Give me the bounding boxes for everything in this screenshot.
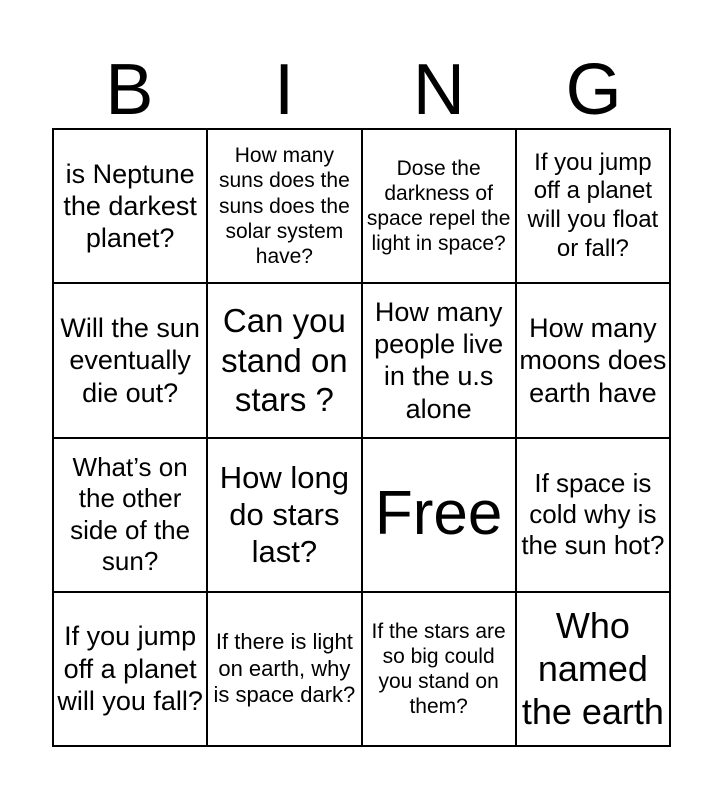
bingo-card-grid: [52, 128, 671, 747]
bingo-cell[interactable]: [517, 439, 671, 593]
bingo-cell[interactable]: [363, 130, 517, 284]
bingo-cell[interactable]: [54, 439, 208, 593]
cell-text: If you jump off a planet will you float or fall?: [527, 148, 659, 262]
cell-text: If you jump off a planet will you fall?: [57, 621, 203, 717]
header-letter-i: I: [274, 50, 295, 130]
cell-text: Will the sun eventually die out?: [60, 312, 200, 408]
cell-text: How many people live in the u.s alone: [374, 296, 504, 424]
bingo-cell[interactable]: [208, 284, 362, 438]
bingo-cell[interactable]: [54, 130, 208, 284]
bingo-cell[interactable]: [517, 284, 671, 438]
cell-text: If there is light on earth, why is space dark?: [213, 629, 356, 708]
cell-text: is Neptune the darkest planet?: [63, 158, 197, 254]
cell-text: How many moons does earth have: [519, 312, 667, 408]
bingo-header: [52, 52, 671, 128]
free-space-cell[interactable]: [363, 439, 517, 593]
cell-text: Can you stand on stars ?: [221, 301, 348, 419]
bingo-cell[interactable]: [517, 593, 671, 747]
header-letter-n: N: [412, 50, 465, 130]
bingo-cell[interactable]: [517, 130, 671, 284]
bingo-cell[interactable]: [54, 593, 208, 747]
bingo-cell[interactable]: [208, 439, 362, 593]
cell-text: If space is cold why is the sun hot?: [521, 467, 665, 561]
header-letter-g: G: [565, 50, 622, 130]
header-letter-b: B: [105, 50, 154, 130]
free-space-text: Free: [374, 479, 503, 549]
cell-text: Who named the earth: [521, 605, 664, 733]
cell-text: How long do stars last?: [219, 459, 349, 570]
bingo-cell[interactable]: [363, 284, 517, 438]
bingo-cell[interactable]: [363, 593, 517, 747]
cell-text: What’s on the other side of the sun?: [70, 452, 191, 576]
cell-text: If the stars are so big could you stand on them?: [371, 619, 506, 719]
bingo-cell[interactable]: [54, 284, 208, 438]
bingo-cell[interactable]: [208, 593, 362, 747]
cell-text: How many suns does the suns does the solar system have?: [218, 144, 350, 268]
cell-text: Dose the darkness of space repel the light in space?: [366, 156, 511, 256]
bingo-cell[interactable]: [208, 130, 362, 284]
